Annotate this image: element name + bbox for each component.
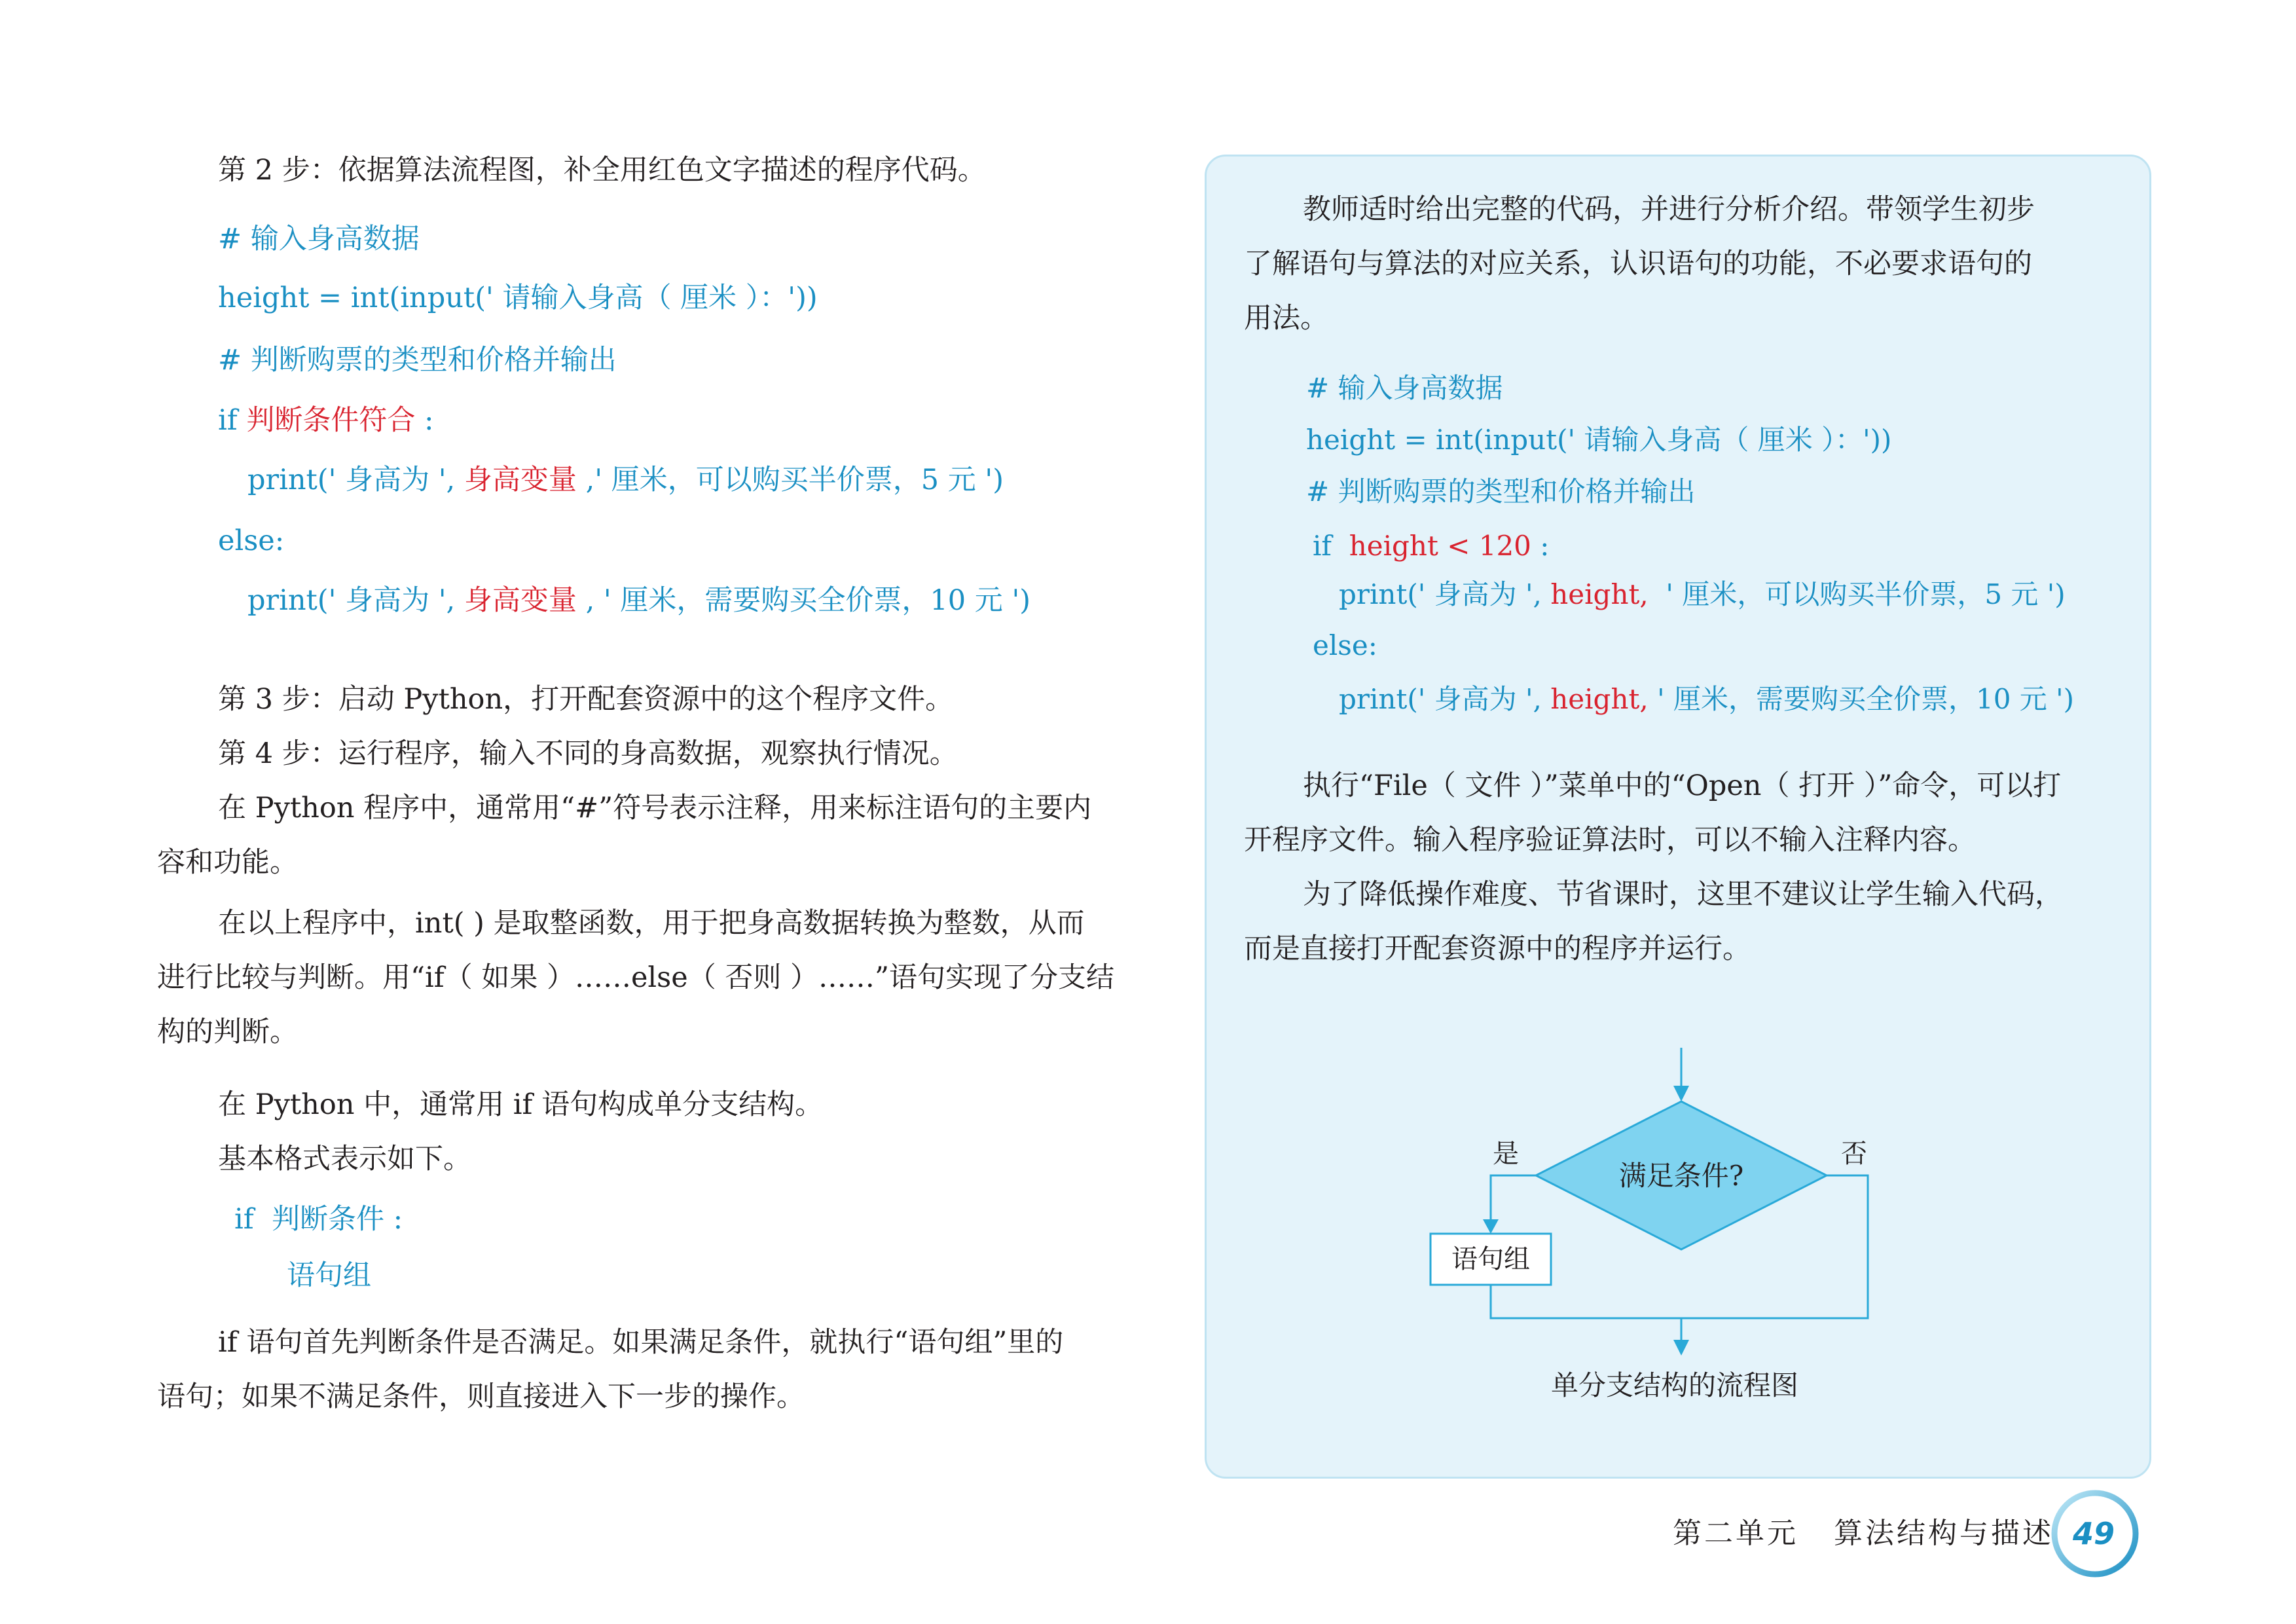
height-variable: height, xyxy=(1550,683,1649,715)
print-suffix: ' 厘米，需要购买全价票，10 元 ') xyxy=(1648,683,2075,715)
page-number-badge xyxy=(2049,1488,2141,1579)
merge-line xyxy=(1491,1285,1681,1318)
open-file-line2: 开程序文件。输入程序验证算法时，可以不输入注释内容。 xyxy=(1244,824,1976,857)
code-comment-judge: # 判断购票的类型和价格并输出 xyxy=(218,344,617,377)
code-comment-input: # 输入身高数据 xyxy=(218,223,420,255)
no-label: 否 xyxy=(1841,1139,1867,1169)
code-if-line xyxy=(218,401,434,440)
sidebar-code-height-line: height = int(input(' 请输入身高（ 厘米 ）：')) xyxy=(1306,424,1892,456)
int-para-line1: 在以上程序中，int( ) 是取整函数，用于把身高数据转换为整数，从而 xyxy=(218,907,1085,940)
comment-para-line2: 容和功能。 xyxy=(157,846,298,879)
yes-label: 是 xyxy=(1493,1139,1519,1169)
yes-branch-line xyxy=(1491,1175,1536,1225)
sidebar-code-print-half xyxy=(1339,575,2066,614)
int-para-line2: 进行比较与判断。用“if（ 如果 ）……else（ 否则 ）……”语句实现了分支结 xyxy=(157,961,1115,994)
height-variable-placeholder: 身高变量 xyxy=(464,584,577,617)
statement-label: 语句组 xyxy=(1451,1244,1530,1274)
if-colon: : xyxy=(415,404,434,437)
sidebar-code-print-full xyxy=(1339,680,2074,719)
print-prefix: print(' 身高为 ', xyxy=(247,584,464,617)
code-print-half xyxy=(247,460,1004,500)
if-colon: : xyxy=(1531,530,1550,562)
print-prefix: print(' 身高为 ', xyxy=(247,464,464,496)
print-suffix: ,' 厘米，可以购买半价票，5 元 ') xyxy=(576,464,1004,496)
condition-label: 满足条件? xyxy=(1618,1160,1744,1192)
open-file-line1: 执行“File（ 文件 ）”菜单中的“Open（ 打开 ）”命令，可以打 xyxy=(1303,769,2062,802)
step4-text: 第 4 步：运行程序，输入不同的身高数据，观察执行情况。 xyxy=(218,737,958,770)
code-print-full xyxy=(247,581,1030,620)
teacher-intro-line2: 了解语句与算法的对应关系，认识语句的功能，不必要求语句的 xyxy=(1244,248,2032,280)
single-branch-flowchart xyxy=(1414,1048,1912,1414)
height-variable: height, xyxy=(1550,578,1649,610)
if-explain-line2: 语句；如果不满足条件，则直接进入下一步的操作。 xyxy=(157,1380,805,1413)
if-keyword: if xyxy=(1313,530,1349,562)
step3-text: 第 3 步：启动 Python，打开配套资源中的这个程序文件。 xyxy=(218,683,954,716)
unit-title: 第二单元 算法结构与描述 xyxy=(1673,1517,2054,1550)
print-prefix: print(' 身高为 ', xyxy=(1339,578,1551,610)
page-number: 49 xyxy=(2072,1516,2115,1551)
code-else: else: xyxy=(218,525,285,557)
yes-arrowhead xyxy=(1483,1219,1499,1234)
step2-text: 第 2 步：依据算法流程图，补全用红色文字描述的程序代码。 xyxy=(218,154,986,187)
print-suffix: , ' 厘米，需要购买全价票，10 元 ') xyxy=(576,584,1031,617)
sidebar-code-comment-input: # 输入身高数据 xyxy=(1306,372,1503,404)
format-intro-text: 基本格式表示如下。 xyxy=(218,1143,471,1175)
print-prefix: print(' 身高为 ', xyxy=(1339,683,1551,715)
int-para-line3: 构的判断。 xyxy=(157,1016,298,1048)
if-keyword: if xyxy=(218,404,247,437)
sidebar-code-if-line xyxy=(1313,526,1549,566)
print-suffix: ' 厘米，可以购买半价票，5 元 ') xyxy=(1648,578,2066,610)
comment-para-line1: 在 Python 程序中，通常用“#”符号表示注释，用来标注语句的主要内 xyxy=(218,792,1092,824)
flowchart-caption: 单分支结构的流程图 xyxy=(1550,1369,1799,1401)
code-height-line: height = int(input(' 请输入身高（ 厘米 ）：')) xyxy=(218,282,818,314)
sidebar-code-else: else: xyxy=(1313,629,1377,661)
if-explain-line1: if 语句首先判断条件是否满足。如果满足条件，就执行“语句组”里的 xyxy=(218,1326,1064,1359)
if-condition: height < 120 xyxy=(1349,530,1531,562)
suggestion-line1: 为了降低操作难度、节省课时，这里不建议让学生输入代码， xyxy=(1303,878,2063,911)
teacher-intro-line3: 用法。 xyxy=(1244,302,1328,335)
if-condition-placeholder: 判断条件符合 xyxy=(246,404,416,437)
format-body-line: 语句组 xyxy=(287,1259,371,1292)
format-if-line: if 判断条件 : xyxy=(234,1203,403,1236)
height-variable-placeholder: 身高变量 xyxy=(464,464,577,496)
if-intro-text: 在 Python 中，通常用 if 语句构成单分支结构。 xyxy=(218,1088,824,1121)
sidebar-code-comment-judge: # 判断购票的类型和价格并输出 xyxy=(1306,475,1696,507)
suggestion-line2: 而是直接打开配套资源中的程序并运行。 xyxy=(1244,932,1751,965)
entry-arrowhead xyxy=(1673,1086,1689,1101)
teacher-intro-line1: 教师适时给出完整的代码，并进行分析介绍。带领学生初步 xyxy=(1303,193,2035,226)
exit-arrowhead xyxy=(1673,1340,1689,1356)
